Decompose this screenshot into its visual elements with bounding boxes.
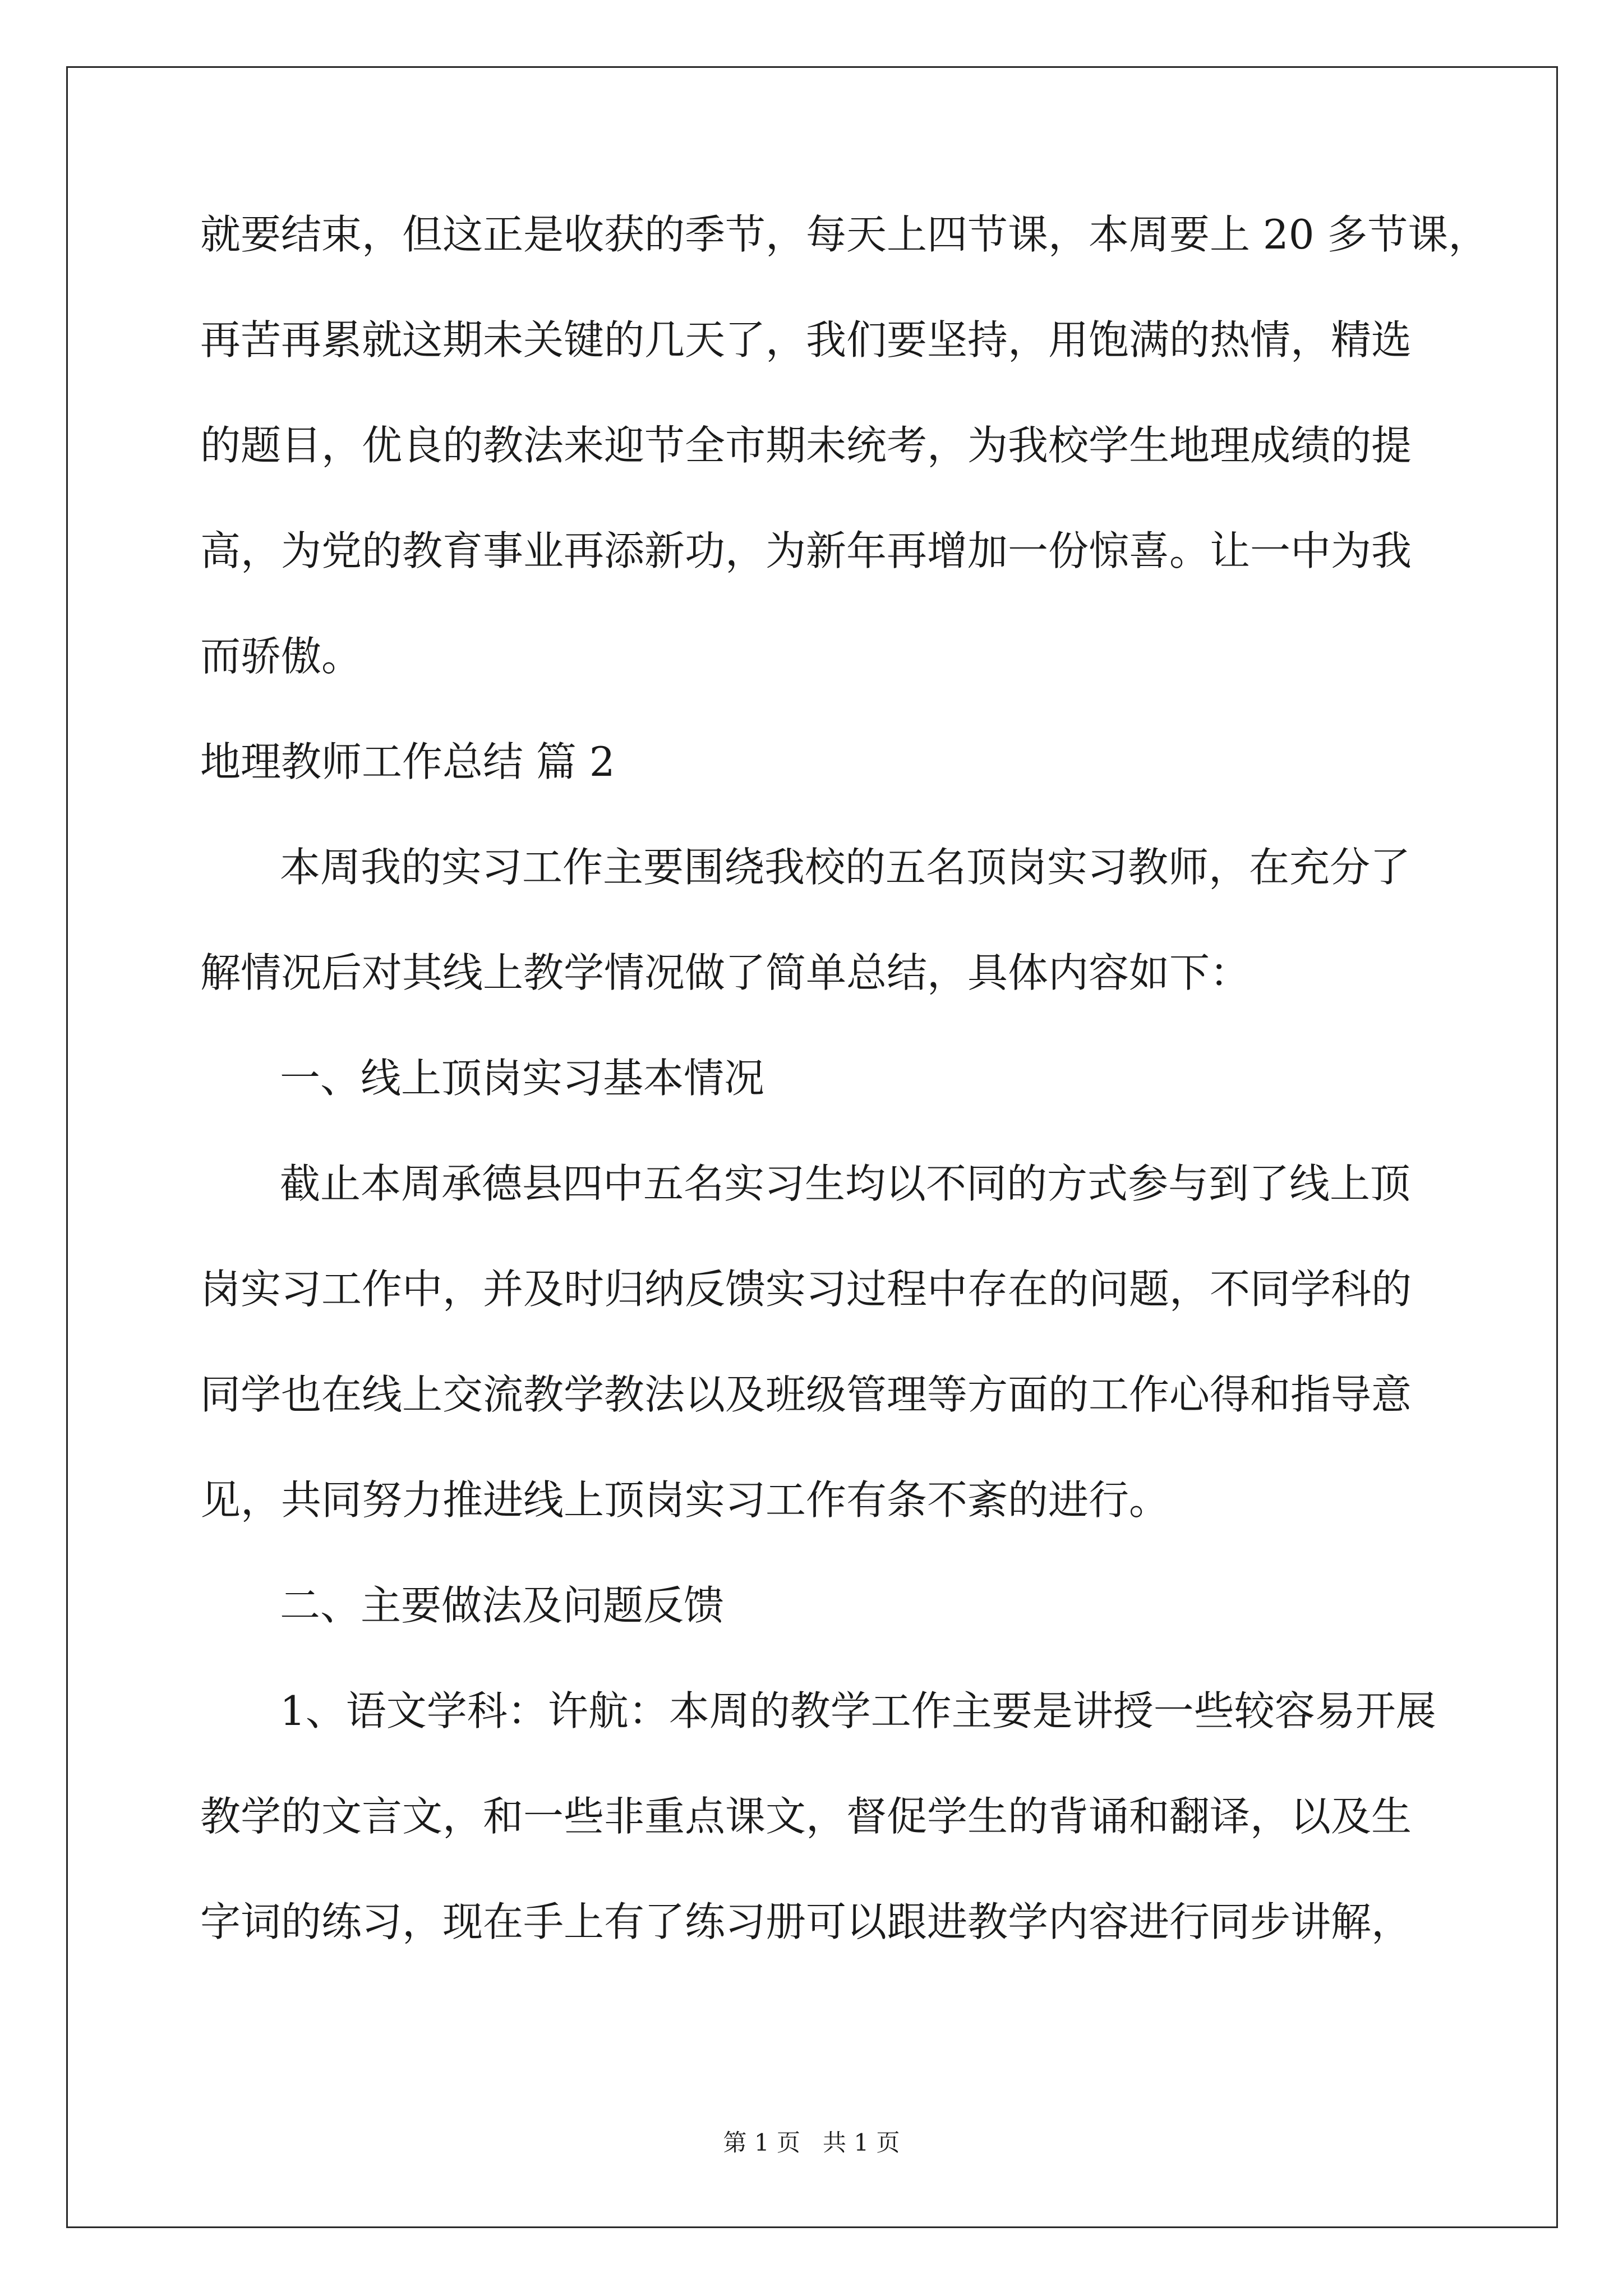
- text-line: 字词的练习，现在手上有了练习册可以跟进教学内容进行同步讲解，: [200, 1898, 1412, 1945]
- section-heading: 地理教师工作总结 篇 2: [200, 738, 615, 785]
- text-line: 见，共同努力推进线上顶岗实习工作有条不紊的进行。: [200, 1476, 1170, 1524]
- text-line: 而骄傲。: [200, 633, 362, 680]
- paragraph-first-line: 截止本周承德县四中五名实习生均以不同的方式参与到了线上顶: [280, 1160, 1411, 1207]
- text-line: 的题目，优良的教法来迎节全市期未统考，为我校学生地理成绩的提: [200, 422, 1412, 469]
- page-footer: 第 1 页 共 1 页: [723, 2129, 900, 2156]
- paragraph-first-line: 1、语文学科：许航：本周的教学工作主要是讲授一些较容易开展: [280, 1687, 1436, 1734]
- paragraph-first-line: 本周我的实习工作主要围绕我校的五名顶岗实习教师，在充分了: [280, 844, 1411, 891]
- text-line: 再苦再累就这期未关键的几天了，我们要坚持，用饱满的热情，精选: [200, 316, 1412, 364]
- text-line: 高，为党的教育事业再添新功，为新年再增加一份惊喜。让一中为我: [200, 527, 1412, 574]
- subheading: 二、主要做法及问题反馈: [280, 1582, 725, 1629]
- subheading: 一、线上顶岗实习基本情况: [280, 1055, 765, 1102]
- text-line: 解情况后对其线上教学情况做了简单总结，具体内容如下：: [200, 949, 1251, 996]
- text-line: 教学的文言文，和一些非重点课文，督促学生的背诵和翻译，以及生: [200, 1793, 1412, 1840]
- text-line: 同学也在线上交流教学教法以及班级管理等方面的工作心得和指导意: [200, 1371, 1412, 1418]
- text-line: 岗实习工作中，并及时归纳反馈实习过程中存在的问题，不同学科的: [200, 1266, 1412, 1313]
- text-line: 就要结束，但这正是收获的季节，每天上四节课，本周要上 20 多节课，: [200, 211, 1489, 258]
